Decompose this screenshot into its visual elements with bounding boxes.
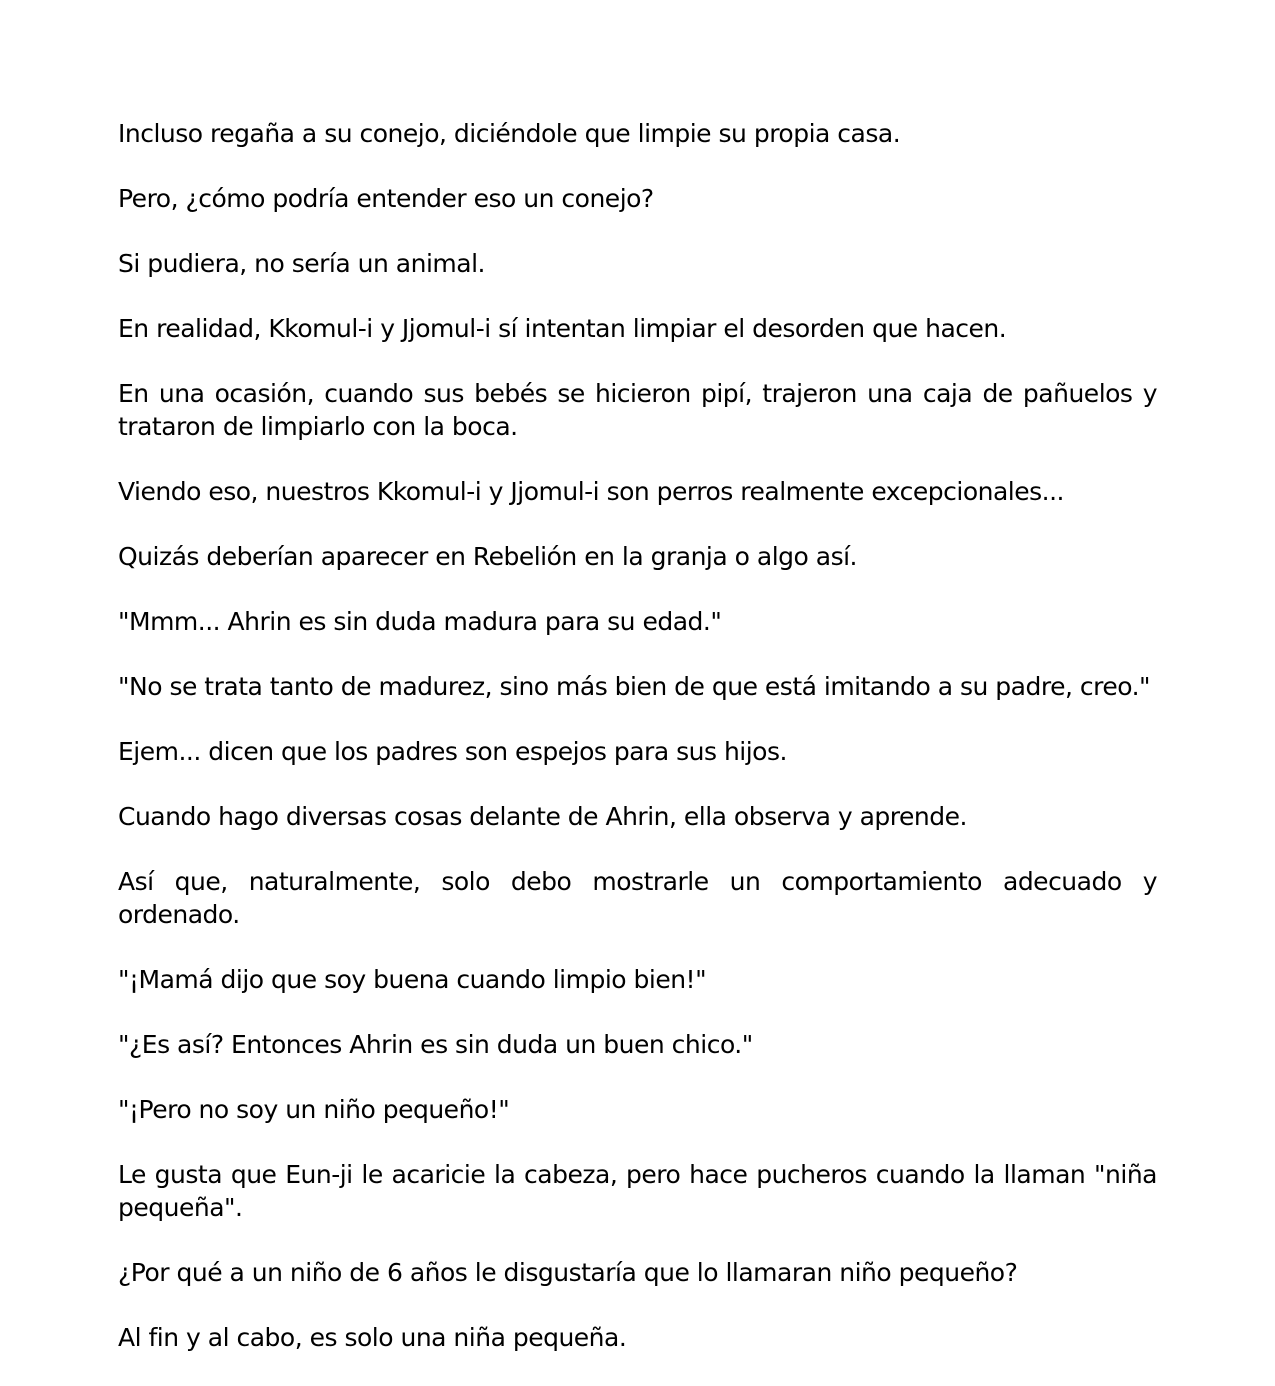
paragraph-16: Le gusta que Eun-ji le acaricie la cabeza, pero hace pucheros cuando la llaman "niña pequeña".	[118, 1160, 1157, 1222]
paragraph-1: Incluso regaña a su conejo, diciéndole que limpie su propia casa.	[118, 119, 901, 148]
paragraph-18: Al fin y al cabo, es solo una niña pequeña.	[118, 1323, 627, 1352]
paragraph-3: Si pudiera, no sería un animal.	[118, 249, 485, 278]
paragraph-12: Así que, naturalmente, solo debo mostrarle un comportamiento adecuado y ordenado.	[118, 867, 1157, 929]
paragraph-17: ¿Por qué a un niño de 6 años le disgustaría que lo llamaran niño pequeño?	[118, 1258, 1018, 1287]
paragraph-14: "¿Es así? Entonces Ahrin es sin duda un buen chico."	[118, 1030, 753, 1059]
paragraph-6: Viendo eso, nuestros Kkomul-i y Jjomul-i son perros realmente excepcionales...	[118, 477, 1064, 506]
document-page	[118, 117, 1157, 1386]
paragraph-2: Pero, ¿cómo podría entender eso un conejo?	[118, 184, 654, 213]
paragraph-8: "Mmm... Ahrin es sin duda madura para su edad."	[118, 607, 722, 636]
paragraph-9: "No se trata tanto de madurez, sino más bien de que está imitando a su padre, creo."	[118, 672, 1151, 701]
paragraph-15: "¡Pero no soy un niño pequeño!"	[118, 1095, 510, 1124]
paragraph-7: Quizás deberían aparecer en Rebelión en la granja o algo así.	[118, 542, 857, 571]
paragraph-10: Ejem... dicen que los padres son espejos para sus hijos.	[118, 737, 787, 766]
paragraph-13: "¡Mamá dijo que soy buena cuando limpio bien!"	[118, 965, 707, 994]
paragraph-5: En una ocasión, cuando sus bebés se hicieron pipí, trajeron una caja de pañuelos y trataron de limpiarlo con la boca.	[118, 379, 1157, 441]
paragraph-4: En realidad, Kkomul-i y Jjomul-i sí intentan limpiar el desorden que hacen.	[118, 314, 1007, 343]
paragraph-11: Cuando hago diversas cosas delante de Ahrin, ella observa y aprende.	[118, 802, 967, 831]
